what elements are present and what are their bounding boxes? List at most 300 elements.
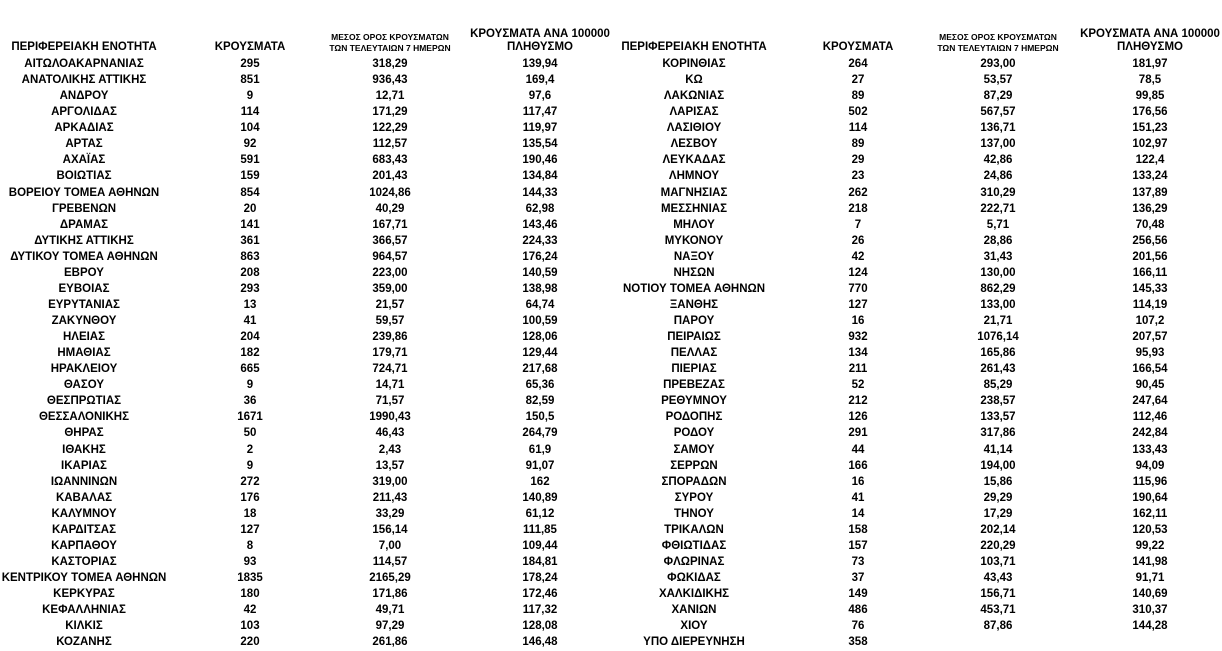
cases-cell: 2 [246,443,254,456]
avg-cell: 137,00 [980,138,1016,151]
region-cell: ΒΟΡΕΙΟΥ ΤΟΜΕΑ ΑΘΗΝΩΝ [8,186,160,199]
avg-cell: 724,71 [372,363,408,376]
per-capita-cell: 90,45 [1135,379,1165,392]
avg-cell: 261,43 [980,363,1016,376]
per-capita-cell: 135,54 [522,138,558,151]
region-cell: ΙΘΑΚΗΣ [62,443,106,456]
per-capita-cell: 264,79 [522,427,558,440]
table-row [612,265,1222,281]
table-row [0,474,612,490]
table-row [0,281,612,297]
header-avg-line2: ΤΩΝ ΤΕΛΕΥΤΑΙΩΝ 7 ΗΜΕΡΩΝ [329,43,451,53]
per-capita-cell: 62,98 [525,202,555,215]
cases-cell: 20 [243,202,257,215]
per-capita-cell: 181,97 [1132,58,1168,70]
region-cell: ΔΥΤΙΚΟΥ ΤΟΜΕΑ ΑΘΗΝΩΝ [10,250,158,263]
per-capita-cell: 134,84 [522,170,558,183]
region-cell: ΠΡΕΒΕΖΑΣ [663,379,725,392]
table-row [0,152,612,168]
table-row [0,345,612,361]
cases-cell: 502 [848,106,868,119]
table-row [612,72,1222,88]
per-capita-cell: 128,08 [522,620,558,633]
table-row [0,377,612,393]
table-row [0,602,612,618]
region-cell: ΡΟΔΟΠΗΣ [665,411,723,424]
cases-cell: 159 [240,170,260,183]
cases-cell: 8 [246,539,254,552]
table-row [0,120,612,136]
per-capita-cell: 139,94 [522,58,558,70]
region-cell: ΧΙΟΥ [680,620,708,633]
per-capita-cell: 112,46 [1132,411,1168,424]
avg-cell: 1076,14 [977,331,1019,344]
region-cell: ΚΟΡΙΝΘΙΑΣ [662,58,726,70]
table-row [612,393,1222,409]
region-cell: ΝΗΣΩΝ [673,266,715,279]
table-row [612,570,1222,586]
table-row [612,458,1222,474]
per-capita-cell: 184,81 [522,555,558,568]
avg-cell: 130,00 [980,266,1016,279]
table-row [0,265,612,281]
region-cell: ΚΑΣΤΟΡΙΑΣ [51,555,117,568]
region-cell: ΝΑΞΟΥ [673,250,715,263]
region-cell: ΠΙΕΡΙΑΣ [671,363,717,376]
cases-cell: 103 [240,620,260,633]
table-row [0,522,612,538]
per-capita-cell: 150,5 [525,411,555,424]
avg-cell: 42,86 [983,154,1013,167]
table-row [612,152,1222,168]
per-capita-cell: 102,97 [1132,138,1168,151]
per-capita-cell: 144,28 [1132,620,1168,633]
table-row [612,185,1222,201]
avg-cell: 87,86 [983,620,1013,633]
table-row [612,56,1222,72]
header-region: ΠΕΡΙΦΕΡΕΙΑΚΗ ΕΝΟΤΗΤΑ [621,41,767,53]
cases-cell: 220 [240,636,260,649]
cases-cell: 73 [851,555,865,568]
region-cell: ΠΕΙΡΑΙΩΣ [667,331,721,344]
avg-cell: 202,14 [980,523,1016,536]
cases-cell: 1671 [237,411,263,424]
table-row [0,233,612,249]
cases-cell: 76 [851,620,865,633]
cases-cell: 141 [240,218,260,231]
region-cell: ΑΝΔΡΟΥ [59,90,109,103]
per-capita-cell: 78,5 [1138,74,1162,87]
cases-cell: 23 [851,170,865,183]
per-capita-cell: 146,48 [522,636,558,649]
cases-cell: 262 [848,186,868,199]
per-capita-cell: 140,89 [522,491,558,504]
right-table-body [612,56,1222,650]
cases-cell: 104 [240,122,260,135]
table-row [0,72,612,88]
per-capita-cell: 144,33 [522,186,558,199]
header-cases: ΚΡΟΥΣΜΑΤΑ [214,41,286,53]
cases-cell: 770 [848,282,868,295]
avg-cell: 103,71 [980,555,1016,568]
per-capita-cell: 143,46 [522,218,558,231]
region-cell: ΚΙΛΚΙΣ [65,620,103,633]
avg-cell: 28,86 [983,234,1013,247]
cases-cell: 42 [851,250,865,263]
cases-cell: 486 [848,604,868,617]
per-capita-cell: 166,11 [1132,266,1168,279]
table-row [612,522,1222,538]
cases-cell: 218 [848,202,868,215]
avg-cell: 41,14 [983,443,1013,456]
avg-cell: 5,71 [986,218,1010,231]
avg-cell: 293,00 [980,58,1016,70]
table-row [0,361,612,377]
cases-cell: 854 [240,186,260,199]
cases-cell: 89 [851,90,865,103]
per-capita-cell: 172,46 [522,588,558,601]
region-cell: ΛΗΜΝΟΥ [668,170,720,183]
per-capita-cell: 141,98 [1132,555,1168,568]
cases-cell: 92 [243,138,257,151]
cases-cell: 158 [848,523,868,536]
per-capita-cell: 256,56 [1132,234,1168,247]
region-cell: ΧΑΝΙΩΝ [671,604,717,617]
per-capita-cell: 91,07 [525,459,555,472]
table-row [0,425,612,441]
avg-cell: 223,00 [372,266,408,279]
region-cell: ΙΩΑΝΝΙΝΩΝ [50,475,118,488]
avg-cell: 29,29 [983,491,1013,504]
avg-cell: 97,29 [375,620,405,633]
table-row [0,506,612,522]
table-row [0,201,612,217]
cases-cell: 26 [851,234,865,247]
cases-cell: 851 [240,74,260,87]
cases-cell: 180 [240,588,260,601]
table-row [612,233,1222,249]
per-capita-cell: 61,9 [528,443,552,456]
per-capita-cell: 91,71 [1135,572,1165,584]
cases-cell: 93 [243,555,257,568]
region-cell: ΕΒΡΟΥ [64,266,104,279]
cases-cell: 295 [240,58,260,70]
table-row [0,586,612,602]
avg-cell: 220,29 [980,539,1016,552]
cases-cell: 1835 [237,572,263,584]
cases-cell: 9 [246,459,254,472]
avg-cell: 167,71 [372,218,408,231]
cases-cell: 52 [851,379,865,392]
region-cell: ΑΧΑΪΑΣ [62,154,106,167]
region-cell: ΚΑΒΑΛΑΣ [55,491,113,504]
table-row [612,249,1222,265]
cases-cell: 272 [240,475,260,488]
region-cell: ΡΕΘΥΜΝΟΥ [661,395,727,408]
table-row [612,602,1222,618]
region-cell: ΓΡΕΒΕΝΩΝ [51,202,117,215]
per-capita-cell: 99,85 [1135,90,1165,103]
region-cell: ΔΡΑΜΑΣ [59,218,109,231]
region-cell: ΗΜΑΘΙΑΣ [57,347,111,360]
per-capita-cell: 97,6 [528,90,552,103]
per-capita-cell: 140,69 [1132,588,1168,601]
table-row [612,490,1222,506]
cases-cell: 9 [246,379,254,392]
avg-cell: 21,57 [375,298,405,311]
avg-cell: 7,00 [378,539,402,552]
table-row [612,329,1222,345]
region-cell: ΜΥΚΟΝΟΥ [664,234,724,247]
table-row [0,458,612,474]
region-cell: ΣΠΟΡΑΔΩΝ [661,475,727,488]
table-row [612,506,1222,522]
region-cell: ΚΕΦΑΛΛΗΝΙΑΣ [42,604,126,617]
per-capita-cell: 115,96 [1132,475,1168,488]
cases-cell: 591 [240,154,260,167]
table-row [612,409,1222,425]
cases-cell: 41 [243,315,257,327]
region-cell: ΚΩ [685,74,703,87]
avg-cell: 310,29 [980,186,1016,199]
avg-cell: 936,43 [372,74,408,87]
table-row [0,88,612,104]
per-capita-cell: 162 [530,475,550,488]
region-cell: ΛΕΥΚΑΔΑΣ [662,154,726,167]
table-row [612,104,1222,120]
region-cell: ΥΠΟ ΔΙΕΡΕΥΝΗΣΗ [643,636,745,649]
per-capita-cell: 133,43 [1132,443,1168,456]
avg-cell: 12,71 [375,90,405,103]
avg-cell: 1024,86 [369,186,411,199]
header-avg-line2: ΤΩΝ ΤΕΛΕΥΤΑΙΩΝ 7 ΗΜΕΡΩΝ [937,43,1059,53]
per-capita-cell: 119,97 [522,122,558,135]
per-capita-cell: 176,24 [522,250,558,263]
per-capita-cell: 162,11 [1132,507,1168,520]
table-row [0,329,612,345]
region-cell: ΛΑΡΙΣΑΣ [669,106,719,119]
avg-cell: 31,43 [983,250,1013,263]
avg-cell: 85,29 [983,379,1013,392]
cases-cell: 361 [240,234,260,247]
cases-cell: 114 [848,122,868,135]
region-cell: ΑΡΤΑΣ [65,138,103,151]
table-row [0,570,612,586]
region-cell: ΛΑΚΩΝΙΑΣ [663,90,725,103]
cases-cell: 7 [854,218,862,231]
cases-cell: 50 [243,427,257,440]
per-capita-cell: 140,59 [522,266,558,279]
avg-cell: 964,57 [372,250,408,263]
table-row [0,618,612,634]
avg-cell: 24,86 [983,170,1013,183]
table-row [0,104,612,120]
per-capita-cell: 166,54 [1132,363,1168,376]
table-row [0,442,612,458]
avg-cell: 133,57 [980,411,1016,424]
per-capita-cell: 99,22 [1135,539,1165,552]
avg-cell: 194,00 [980,459,1016,472]
avg-cell: 862,29 [980,282,1016,295]
header-per [470,28,610,54]
region-cell: ΦΩΚΙΔΑΣ [667,572,721,584]
region-cell: ΛΑΣΙΘΙΟΥ [666,122,722,135]
avg-cell: 46,43 [375,427,405,440]
avg-cell: 122,29 [372,122,408,135]
per-capita-cell: 207,57 [1132,331,1168,344]
cases-cell: 212 [848,395,868,408]
region-cell: ΣΕΡΡΩΝ [670,459,718,472]
cases-cell: 182 [240,347,260,360]
region-cell: ΠΑΡΟΥ [673,315,715,327]
header-per [1076,28,1222,54]
region-cell: ΦΘΙΩΤΙΔΑΣ [661,539,727,552]
region-cell: ΣΑΜΟΥ [673,443,715,456]
region-cell: ΕΥΡΥΤΑΝΙΑΣ [48,298,120,311]
avg-cell: 14,71 [375,379,405,392]
table-row [0,185,612,201]
header-per-line1: ΚΡΟΥΣΜΑΤΑ ΑΝΑ 100000 [470,28,610,40]
per-capita-cell: 190,46 [522,154,558,167]
header-per-line2: ΠΛΗΘΥΣΜΟ [1116,41,1183,53]
cases-cell: 16 [851,475,865,488]
table-row [0,554,612,570]
cases-cell: 358 [848,636,868,649]
avg-cell: 112,57 [372,138,408,151]
table-row [0,393,612,409]
avg-cell: 156,71 [980,588,1016,601]
avg-cell: 179,71 [372,347,408,360]
region-cell: ΗΡΑΚΛΕΙΟΥ [50,363,118,376]
region-cell: ΘΕΣΠΡΩΤΙΑΣ [46,395,122,408]
per-capita-cell: 151,23 [1132,122,1168,135]
per-capita-cell: 176,56 [1132,106,1168,119]
region-cell: ΑΙΤΩΛΟΑΚΑΡΝΑΝΙΑΣ [24,58,144,70]
avg-cell: 238,57 [980,395,1016,408]
cases-cell: 176 [240,491,260,504]
region-cell: ΝΟΤΙΟΥ ΤΟΜΕΑ ΑΘΗΝΩΝ [622,282,766,295]
cases-cell: 126 [848,411,868,424]
cases-cell: 13 [243,298,257,311]
table-row [612,425,1222,441]
region-cell: ΣΥΡΟΥ [674,491,714,504]
avg-cell: 567,57 [980,106,1016,119]
cases-cell: 29 [851,154,865,167]
table-row [612,297,1222,313]
per-capita-cell: 136,29 [1132,202,1168,215]
per-capita-cell: 117,32 [522,604,558,617]
avg-cell: 359,00 [372,282,408,295]
avg-cell: 33,29 [375,507,405,520]
region-cell: ΒΟΙΩΤΙΑΣ [56,170,112,183]
right-table-header [612,0,1222,56]
per-capita-cell: 109,44 [522,539,558,552]
avg-cell: 453,71 [980,604,1016,617]
header-per-line2: ΠΛΗΘΥΣΜΟ [506,41,573,53]
cases-cell: 264 [848,58,868,70]
per-capita-cell: 190,64 [1132,491,1168,504]
cases-cell: 14 [851,507,865,520]
cases-cell: 157 [848,539,868,552]
table-row [0,249,612,265]
region-cell: ΡΟΔΟΥ [673,427,715,440]
cases-cell: 36 [243,395,257,408]
region-cell: ΚΑΡΔΙΤΣΑΣ [51,523,117,536]
header-avg [922,32,1074,54]
table-row [0,634,612,650]
avg-cell: 15,86 [983,475,1013,488]
per-capita-cell: 133,24 [1132,170,1168,183]
table-row [612,361,1222,377]
per-capita-cell: 122,4 [1135,154,1165,167]
avg-cell: 133,00 [980,298,1016,311]
per-capita-cell: 217,68 [522,363,558,376]
region-cell: ΚΕΝΤΡΙΚΟΥ ΤΟΜΕΑ ΑΘΗΝΩΝ [1,572,167,584]
per-capita-cell: 82,59 [525,395,555,408]
per-capita-cell: 111,85 [523,523,557,536]
table-row [0,56,612,72]
per-capita-cell: 178,24 [522,572,558,584]
avg-cell: 114,57 [372,555,408,568]
table-row [612,201,1222,217]
per-capita-cell: 70,48 [1135,218,1165,231]
avg-cell: 201,43 [372,170,408,183]
region-cell: ΜΗΛΟΥ [673,218,715,231]
cases-cell: 208 [240,266,260,279]
table-row [612,345,1222,361]
region-cell: ΜΕΣΣΗΝΙΑΣ [660,202,728,215]
table-row [0,409,612,425]
table-row [612,120,1222,136]
cases-cell: 293 [240,282,260,295]
per-capita-cell: 247,64 [1132,395,1168,408]
avg-cell: 211,43 [372,491,408,504]
table-row [0,490,612,506]
region-cell: ΗΛΕΙΑΣ [62,331,106,344]
per-capita-cell: 100,59 [522,315,558,327]
cases-cell: 127 [848,298,868,311]
avg-cell: 156,14 [372,523,408,536]
table-row [612,554,1222,570]
avg-cell: 366,57 [372,234,408,247]
per-capita-cell: 137,89 [1132,186,1168,199]
table-row [612,313,1222,329]
cases-cell: 9 [246,90,254,103]
cases-cell: 37 [851,572,865,584]
cases-cell: 932 [848,331,868,344]
region-cell: ΠΕΛΛΑΣ [670,347,718,360]
per-capita-cell: 117,47 [522,106,558,119]
left-table-body [0,56,612,650]
per-capita-cell: 242,84 [1132,427,1168,440]
avg-cell: 1990,43 [369,411,411,424]
per-capita-cell: 61,12 [525,507,555,520]
table-row [612,136,1222,152]
table-row [612,618,1222,634]
avg-cell: 71,57 [375,395,405,408]
cases-cell: 665 [240,363,260,376]
avg-cell: 165,86 [980,347,1016,360]
avg-cell: 319,00 [372,475,408,488]
avg-cell: 171,86 [372,588,408,601]
table-row [0,313,612,329]
per-capita-cell: 169,4 [525,74,555,87]
region-cell: ΕΥΒΟΙΑΣ [58,282,110,295]
header-avg-line1: ΜΕΣΟΣ ΟΡΟΣ ΚΡΟΥΣΜΑΤΩΝ [331,32,449,42]
per-capita-cell: 64,74 [525,298,555,311]
cases-cell: 166 [848,459,868,472]
table-row [612,442,1222,458]
